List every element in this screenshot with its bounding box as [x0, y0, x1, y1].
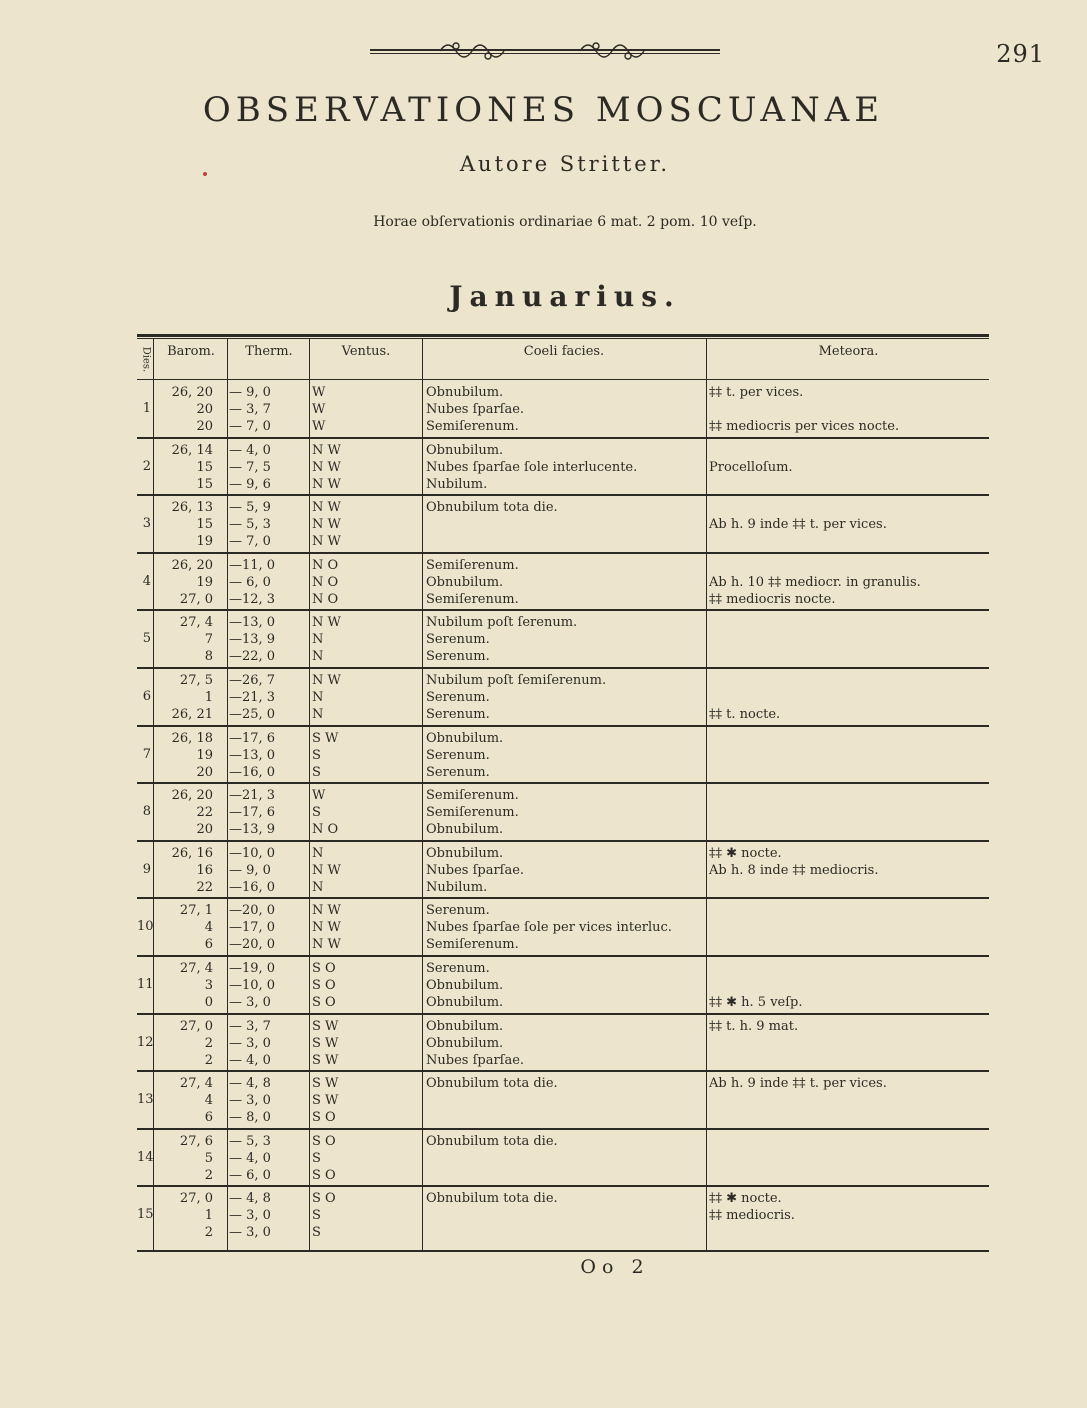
barometer-value: 2: [204, 1035, 213, 1051]
barometer-value: 1: [204, 1208, 213, 1224]
thermometer-value: —22, 0: [229, 649, 276, 665]
thermometer-value: —13, 9: [229, 632, 276, 648]
barometer-value: 19: [196, 574, 213, 590]
thermometer-value: — 9, 6: [229, 476, 271, 492]
sky-condition: Semiſerenum.: [426, 419, 519, 434]
row-rule: [137, 1070, 989, 1072]
header-coeli: Coeli facies.: [523, 344, 605, 359]
thermometer-value: —17, 6: [229, 730, 276, 746]
sky-condition: Obnubilum tota die.: [426, 500, 558, 516]
sky-condition: Obnubilum.: [426, 574, 504, 590]
table-row: [137, 1131, 989, 1184]
meteora-note: Ab h. 8 inde ‡‡ mediocris.: [709, 862, 879, 878]
day-number: 5: [142, 631, 151, 647]
barometer-value: 7: [204, 632, 213, 648]
table-row: [137, 1073, 989, 1126]
row-rule: [137, 782, 989, 784]
thermometer-value: —25, 0: [229, 707, 276, 722]
barometer-value: 3: [204, 978, 213, 993]
wind-direction: S W: [312, 730, 339, 746]
day-number: 8: [142, 804, 151, 820]
thermometer-value: — 5, 9: [229, 500, 271, 516]
sky-condition: Nubilum poſt ſemiſerenum.: [426, 673, 607, 688]
sky-condition: Serenum.: [426, 764, 490, 780]
wind-direction: S: [312, 1225, 321, 1241]
day-number: 10: [137, 919, 154, 935]
barometer-value: 26, 20: [171, 557, 213, 573]
thermometer-value: —20, 0: [229, 937, 276, 953]
day-number: 13: [137, 1092, 154, 1108]
wind-direction: N: [312, 690, 324, 705]
barometer-value: 8: [204, 649, 213, 665]
barometer-value: 26, 18: [171, 730, 213, 746]
meteora-note: ‡‡ t. per vices.: [709, 385, 804, 400]
barometer-value: 1: [204, 690, 213, 705]
meteora-note: ‡‡ mediocris per vices nocte.: [709, 419, 900, 434]
sky-condition: Serenum.: [426, 707, 490, 722]
thermometer-value: — 4, 8: [229, 1076, 271, 1092]
thermometer-value: —11, 0: [229, 557, 276, 573]
barometer-value: 27, 1: [179, 903, 213, 919]
thermometer-value: —16, 0: [229, 764, 276, 780]
wind-direction: S O: [312, 1133, 336, 1149]
thermometer-value: — 6, 0: [229, 574, 271, 590]
barometer-value: 20: [196, 402, 213, 417]
thermometer-value: — 5, 3: [229, 517, 271, 533]
table-row: [137, 1016, 989, 1069]
wind-direction: S W: [312, 1035, 339, 1051]
barometer-value: 2: [204, 1167, 213, 1183]
thermometer-value: —21, 3: [229, 788, 276, 804]
wind-direction: N: [312, 845, 324, 861]
table-row: [137, 670, 989, 723]
thermometer-value: — 7, 5: [229, 459, 271, 475]
sky-condition: Nubes ſparſae.: [426, 1052, 525, 1068]
wind-direction: N W: [312, 442, 341, 458]
sky-condition: Obnubilum.: [426, 845, 504, 861]
table-top-rule: [137, 334, 989, 337]
sky-condition: Obnubilum tota die.: [426, 1076, 558, 1092]
day-number: 14: [137, 1149, 154, 1165]
barometer-value: 26, 20: [171, 788, 213, 804]
thermometer-value: —10, 0: [229, 978, 276, 993]
wind-direction: N W: [312, 903, 341, 919]
sky-condition: Obnubilum.: [426, 385, 504, 400]
thermometer-value: —13, 0: [229, 747, 276, 763]
wind-direction: N W: [312, 500, 341, 516]
observation-hours: Horae obſervationis ordinariae 6 mat. 2 pom. 10 veſp.: [373, 214, 757, 230]
barometer-value: 26, 21: [171, 707, 213, 722]
row-rule: [137, 840, 989, 842]
wind-direction: S: [312, 764, 321, 780]
thermometer-value: — 9, 0: [229, 862, 271, 878]
sky-condition: Semiſerenum.: [426, 557, 519, 573]
wind-direction: S: [312, 1150, 321, 1166]
barometer-value: 15: [196, 476, 213, 492]
row-rule: [137, 1185, 989, 1187]
sky-condition: Obnubilum.: [426, 822, 504, 838]
wind-direction: W: [312, 402, 326, 417]
sky-condition: Serenum.: [426, 632, 490, 648]
day-number: 6: [142, 689, 151, 704]
header-therm: Therm.: [245, 344, 293, 359]
wind-direction: S O: [312, 995, 336, 1010]
sky-condition: Semiſerenum.: [426, 937, 519, 953]
thermometer-value: — 3, 0: [229, 1093, 271, 1109]
barometer-value: 4: [204, 920, 213, 936]
sky-condition: Obnubilum.: [426, 1035, 504, 1051]
sky-condition: Obnubilum.: [426, 1018, 504, 1034]
row-rule: [137, 725, 989, 727]
barometer-value: 20: [196, 419, 213, 434]
meteora-note: ‡‡ ✱ nocte.: [709, 845, 782, 861]
sky-condition: Obnubilum tota die.: [426, 1133, 558, 1149]
barometer-value: 22: [196, 879, 213, 895]
row-rule: [137, 1128, 989, 1130]
wind-direction: N W: [312, 517, 341, 533]
thermometer-value: — 4, 0: [229, 1150, 271, 1166]
thermometer-value: —17, 6: [229, 805, 276, 821]
table-bottom-rule: [137, 1250, 989, 1252]
header-bottom-rule: [137, 379, 989, 380]
table-row: [137, 1188, 989, 1241]
sky-condition: Nubes ſparſae.: [426, 402, 525, 417]
wind-direction: N W: [312, 937, 341, 953]
wind-direction: S: [312, 747, 321, 763]
day-number: 2: [142, 458, 151, 474]
thermometer-value: —12, 3: [229, 591, 276, 607]
observations-table: [137, 334, 989, 1252]
barometer-value: 27, 0: [179, 1018, 213, 1034]
row-rule: [137, 1013, 989, 1015]
meteora-note: Procelloſum.: [709, 459, 793, 475]
sky-condition: Semiſerenum.: [426, 805, 519, 821]
wind-direction: S W: [312, 1093, 339, 1109]
barometer-value: 26, 16: [171, 845, 213, 861]
thermometer-value: — 7, 0: [229, 419, 271, 434]
sky-condition: Serenum.: [426, 903, 490, 919]
sky-condition: Obnubilum.: [426, 995, 504, 1010]
wind-direction: S O: [312, 978, 336, 993]
wind-direction: N W: [312, 459, 341, 475]
thermometer-value: — 3, 7: [229, 402, 271, 417]
barometer-value: 4: [204, 1093, 213, 1109]
meteora-note: Ab h. 9 inde ‡‡ t. per vices.: [709, 517, 887, 533]
table-row: [137, 497, 989, 550]
barometer-value: 27, 0: [179, 591, 213, 607]
day-number: 9: [142, 861, 151, 877]
thermometer-value: — 4, 8: [229, 1191, 271, 1207]
day-number: 11: [137, 977, 154, 992]
month-heading: Januarius.: [449, 280, 681, 313]
thermometer-value: — 8, 0: [229, 1110, 271, 1126]
wind-direction: N O: [312, 822, 339, 838]
barometer-value: 15: [196, 459, 213, 475]
wind-direction: S W: [312, 1052, 339, 1068]
table-row: [137, 958, 989, 1011]
thermometer-value: — 4, 0: [229, 1052, 271, 1068]
thermometer-value: — 5, 3: [229, 1133, 271, 1149]
sky-condition: Obnubilum.: [426, 730, 504, 746]
table-row: [137, 728, 989, 781]
wind-direction: S: [312, 1208, 321, 1224]
sky-condition: Obnubilum.: [426, 442, 504, 458]
table-row: [137, 555, 989, 608]
meteora-note: ‡‡ mediocris.: [709, 1208, 795, 1224]
row-rule: [137, 552, 989, 554]
thermometer-value: —13, 9: [229, 822, 276, 838]
thermometer-value: — 6, 0: [229, 1167, 271, 1183]
sky-condition: Nubilum.: [426, 879, 488, 895]
thermometer-value: —16, 0: [229, 879, 276, 895]
wind-direction: N W: [312, 476, 341, 492]
barometer-value: 6: [204, 1110, 213, 1126]
thermometer-value: — 3, 0: [229, 1225, 271, 1241]
thermometer-value: —17, 0: [229, 920, 276, 936]
barometer-value: 5: [204, 1150, 213, 1166]
page-title: OBSERVATIONES MOSCUANAE: [202, 90, 885, 130]
header-dies: Dies.: [140, 346, 152, 373]
sky-condition: Obnubilum.: [426, 978, 504, 993]
sky-condition: Nubilum poſt ſerenum.: [426, 615, 578, 631]
thermometer-value: —10, 0: [229, 845, 276, 861]
wind-direction: N: [312, 649, 324, 665]
thermometer-value: — 7, 0: [229, 534, 271, 550]
table-row: [137, 843, 989, 896]
thermometer-value: — 3, 0: [229, 1208, 271, 1224]
row-rule: [137, 437, 989, 439]
wind-direction: S O: [312, 961, 336, 976]
barometer-value: 27, 4: [179, 615, 213, 631]
wind-direction: N W: [312, 673, 341, 688]
wind-direction: W: [312, 419, 326, 434]
thermometer-value: — 4, 0: [229, 442, 271, 458]
thermometer-value: —20, 0: [229, 903, 276, 919]
day-number: 1: [142, 401, 151, 416]
header-ornament-icon: [370, 38, 720, 64]
table-top-rule-thin: [137, 338, 989, 339]
barometer-value: 6: [204, 937, 213, 953]
sky-condition: Serenum.: [426, 961, 490, 976]
wind-direction: N: [312, 632, 324, 648]
author-line: Autore Stritter.: [459, 152, 671, 176]
barometer-value: 20: [196, 822, 213, 838]
page-number: 291: [996, 40, 1045, 68]
day-number: 12: [137, 1034, 154, 1050]
barometer-value: 26, 13: [171, 500, 213, 516]
thermometer-value: —19, 0: [229, 961, 276, 976]
wind-direction: S O: [312, 1110, 336, 1126]
barometer-value: 27, 4: [179, 961, 213, 976]
row-rule: [137, 897, 989, 899]
wind-direction: S: [312, 805, 321, 821]
thermometer-value: —21, 3: [229, 690, 276, 705]
day-number: 7: [142, 746, 151, 762]
row-rule: [137, 494, 989, 496]
wind-direction: S W: [312, 1076, 339, 1092]
barometer-value: 16: [196, 862, 213, 878]
header-meteora: Meteora.: [818, 344, 879, 359]
thermometer-value: — 9, 0: [229, 385, 271, 400]
barometer-value: 26, 20: [171, 385, 213, 400]
table-row: [137, 785, 989, 838]
barometer-value: 22: [196, 805, 213, 821]
meteora-note: ‡‡ mediocris nocte.: [709, 591, 836, 607]
wind-direction: N: [312, 879, 324, 895]
thermometer-value: —26, 7: [229, 673, 276, 688]
meteora-note: ‡‡ ✱ nocte.: [709, 1191, 782, 1207]
meteora-note: Ab h. 9 inde ‡‡ t. per vices.: [709, 1076, 887, 1092]
barometer-value: 26, 14: [171, 442, 213, 458]
sky-condition: Obnubilum tota die.: [426, 1191, 558, 1207]
wind-direction: N W: [312, 615, 341, 631]
wind-direction: N W: [312, 534, 341, 550]
barometer-value: 19: [196, 747, 213, 763]
wind-direction: S W: [312, 1018, 339, 1034]
row-rule: [137, 955, 989, 957]
ink-speck: [203, 172, 207, 176]
barometer-value: 2: [204, 1225, 213, 1241]
meteora-note: Ab h. 10 ‡‡ mediocr. in granulis.: [709, 574, 921, 590]
wind-direction: N O: [312, 557, 339, 573]
wind-direction: N O: [312, 591, 339, 607]
barometer-value: 15: [196, 517, 213, 533]
wind-direction: N O: [312, 574, 339, 590]
table-row: [137, 440, 989, 493]
barometer-value: 2: [204, 1052, 213, 1068]
meteora-note: ‡‡ t. h. 9 mat.: [709, 1018, 799, 1034]
thermometer-value: —13, 0: [229, 615, 276, 631]
barometer-value: 27, 4: [179, 1076, 213, 1092]
row-rule: [137, 609, 989, 611]
wind-direction: N W: [312, 862, 341, 878]
header-ventus: Ventus.: [341, 344, 391, 359]
barometer-value: 27, 5: [179, 673, 213, 688]
meteora-note: ‡‡ ✱ h. 5 veſp.: [709, 995, 803, 1010]
wind-direction: S O: [312, 1167, 336, 1183]
sky-condition: Serenum.: [426, 649, 490, 665]
sky-condition: Semiſerenum.: [426, 591, 519, 607]
header-barom: Barom.: [167, 344, 215, 359]
thermometer-value: — 3, 7: [229, 1018, 271, 1034]
table-row: [137, 612, 989, 665]
sky-condition: Nubes ſparſae.: [426, 862, 525, 878]
signature-mark: Oo 2: [580, 1256, 650, 1278]
sky-condition: Semiſerenum.: [426, 788, 519, 804]
thermometer-value: — 3, 0: [229, 1035, 271, 1051]
sky-condition: Nubes ſparſae ſole per vices interluc.: [426, 920, 672, 936]
meteora-note: ‡‡ t. nocte.: [709, 707, 781, 722]
thermometer-value: — 3, 0: [229, 995, 271, 1010]
row-rule: [137, 667, 989, 669]
barometer-value: 19: [196, 534, 213, 550]
sky-condition: Serenum.: [426, 747, 490, 763]
barometer-value: 27, 0: [179, 1191, 213, 1207]
wind-direction: N W: [312, 920, 341, 936]
wind-direction: S O: [312, 1191, 336, 1207]
wind-direction: W: [312, 788, 326, 804]
barometer-value: 0: [204, 995, 213, 1010]
day-number: 4: [142, 573, 151, 589]
table-row: [137, 900, 989, 953]
day-number: 15: [137, 1207, 154, 1223]
barometer-value: 27, 6: [179, 1133, 213, 1149]
sky-condition: Serenum.: [426, 690, 490, 705]
wind-direction: W: [312, 385, 326, 400]
sky-condition: Nubilum.: [426, 476, 488, 492]
wind-direction: N: [312, 707, 324, 722]
day-number: 3: [142, 516, 151, 532]
barometer-value: 20: [196, 764, 213, 780]
table-row: [137, 382, 989, 435]
sky-condition: Nubes ſparſae ſole interlucente.: [426, 459, 638, 475]
